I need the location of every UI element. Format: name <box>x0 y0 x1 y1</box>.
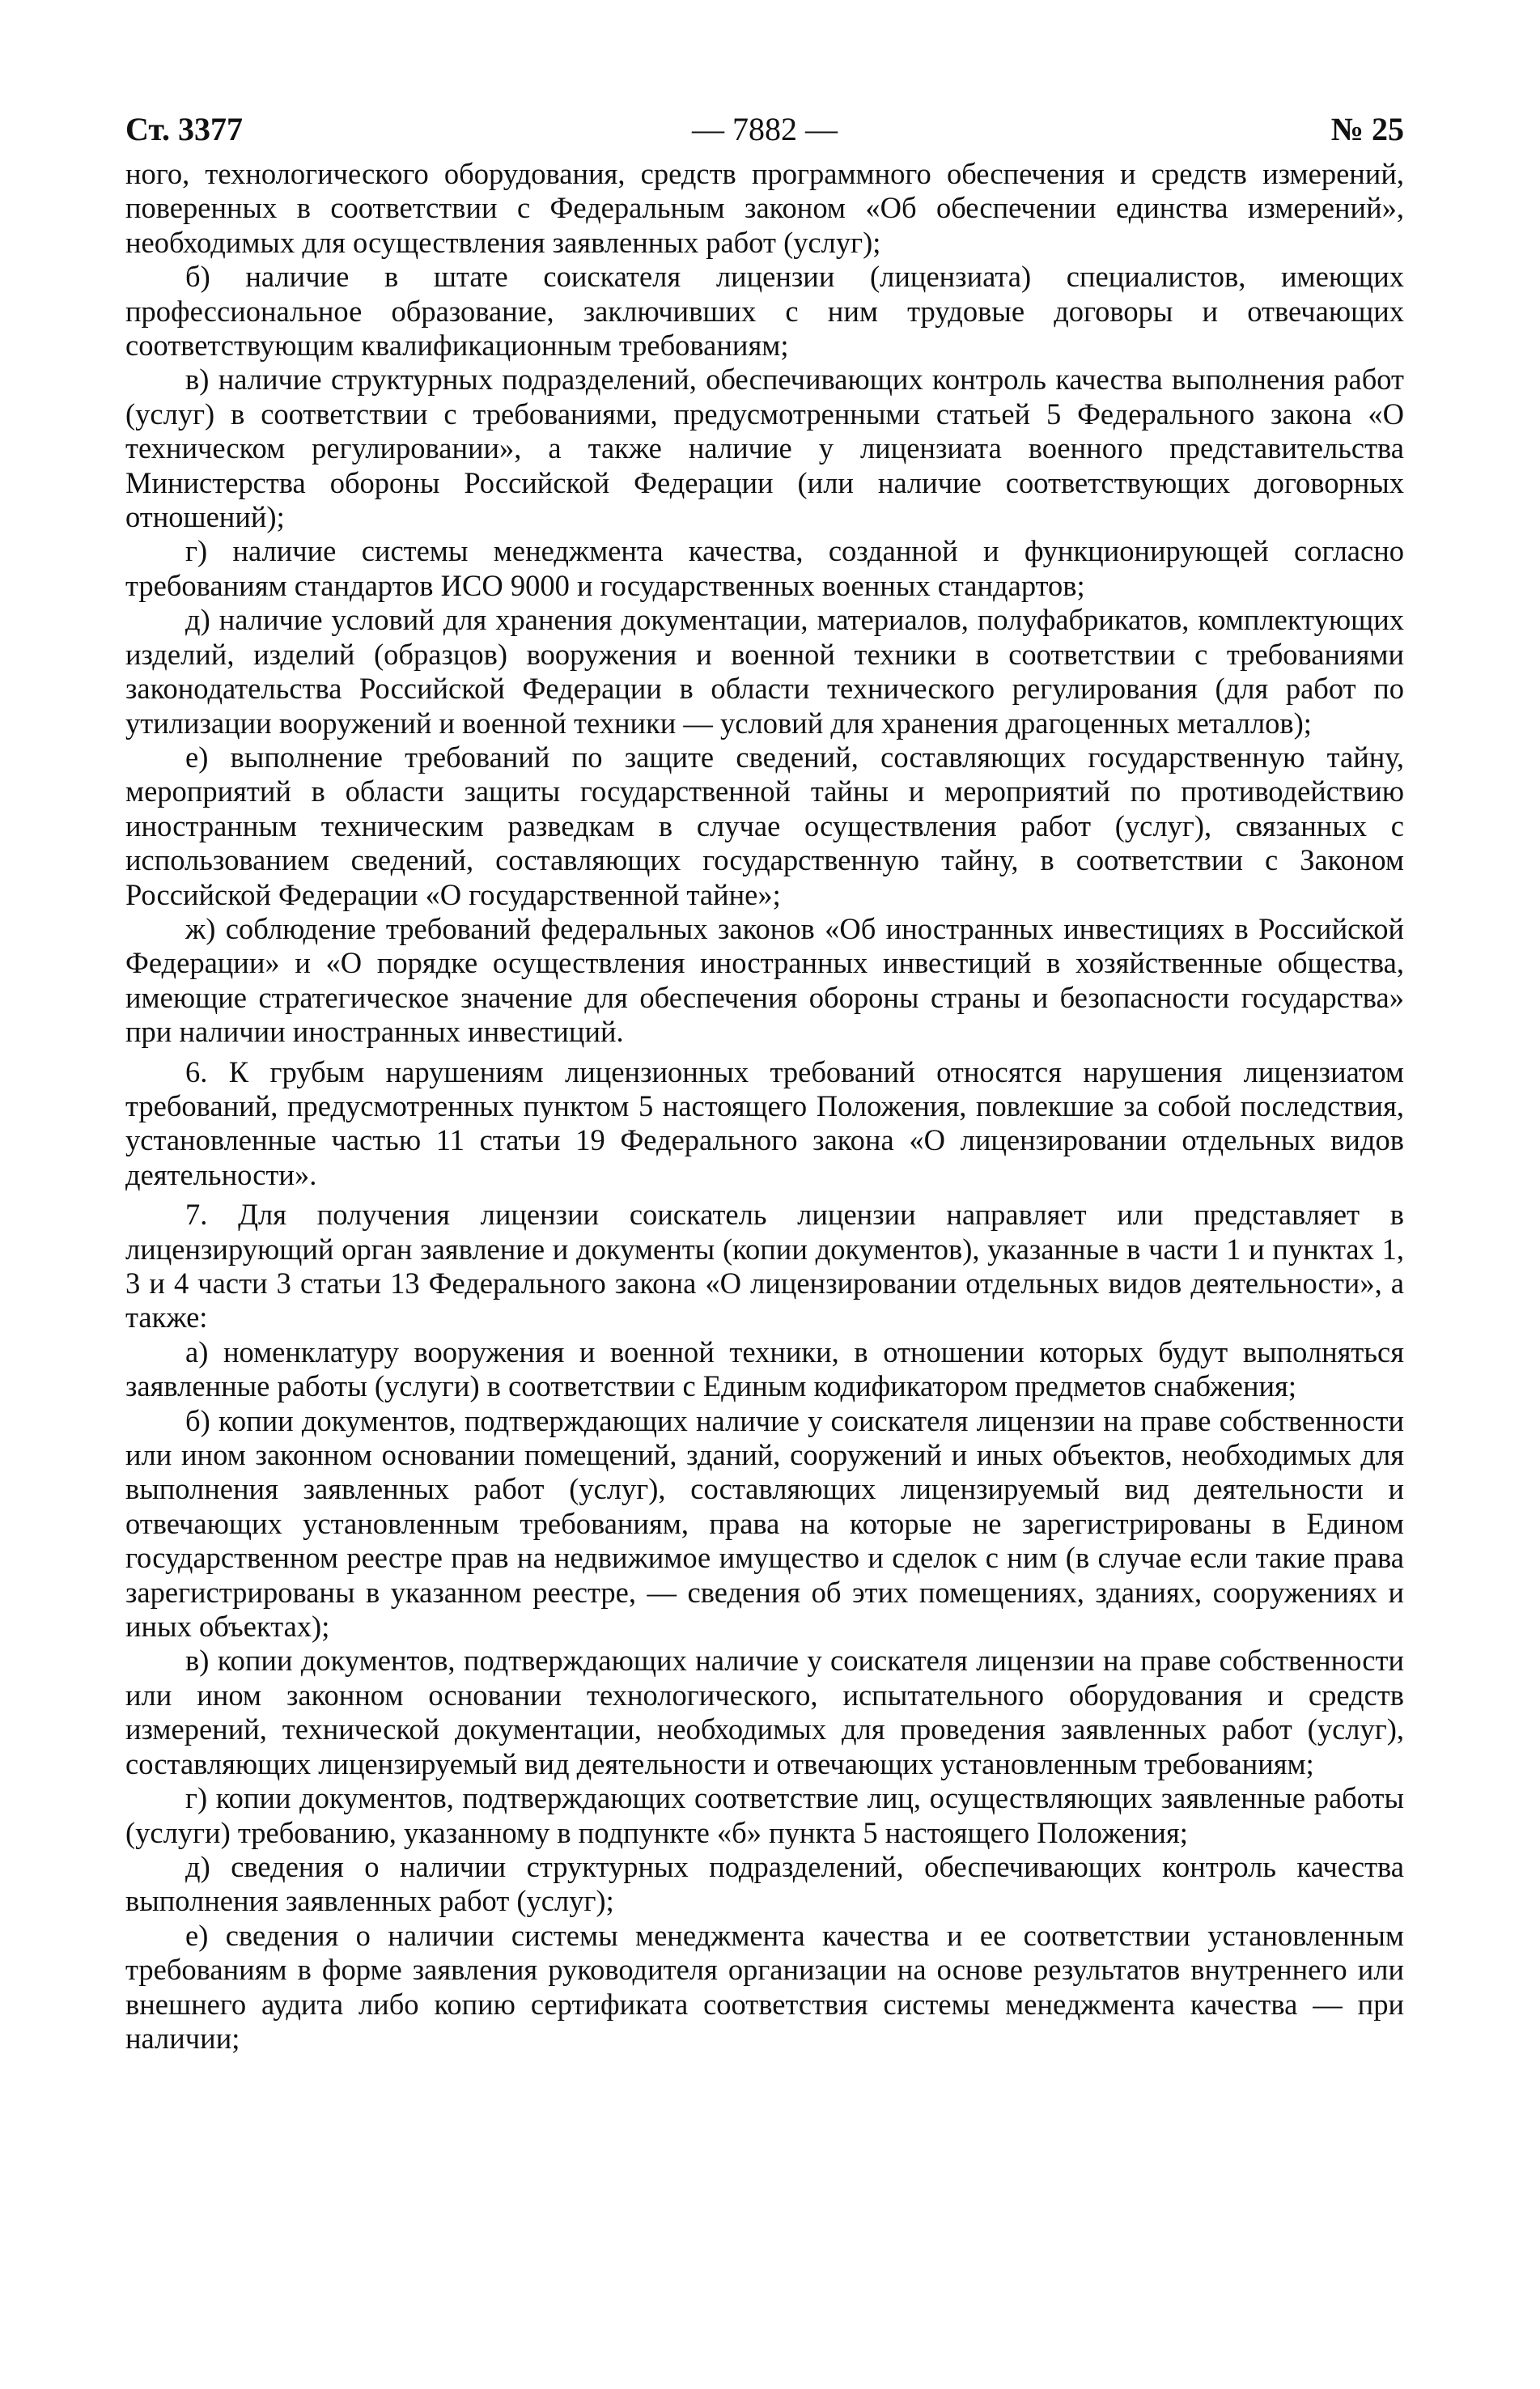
issue-number: № 25 <box>1330 111 1404 147</box>
paragraph: г) наличие системы менеджмента качества, созданной и функционирующей согласно требованиям стандартов ИСО 9000 и государственных военных стандартов; <box>125 534 1404 602</box>
paragraph: е) сведения о наличии системы менеджмента качества и ее соответствии установленным требованиям в форме заявления руководителя организации на основе результатов внутреннего или внешнего аудита либо копию сертификата соответствия системы менеджмента качества — при наличии; <box>125 1918 1404 2055</box>
paragraph: ж) соблюдение требований федеральных законов «Об иностранных инвестициях в Российской Федерации» и «О порядке осуществления иностранных инвестиций в хозяйственные общества, имеющие стратегическое значение для обеспечения обороны страны и безопасности государства» при наличии иностранных инвестиций. <box>125 911 1404 1049</box>
paragraph: б) наличие в штате соискателя лицензии (лицензиата) специалистов, имеющих профессиональное образование, заключивших с ним трудовые договоры и отвечающих соответствующим квалификационным требованиям; <box>125 260 1404 363</box>
document-body <box>125 157 1404 2056</box>
page-number: — 7882 — <box>692 111 838 147</box>
page-header <box>125 104 1404 155</box>
paragraph: б) копии документов, подтверждающих наличие у соискателя лицензии на праве собственности или ином законном основании помещений, зданий, сооружений и иных объектов, необходимых для выполнения заявленных работ (услуг), составляющих лицензируемый вид деятельности и отвечающих установленным требованиям, права на которые не зарегистрированы в Едином государственном реестре прав на недвижимое имущество и сделок с ним (в случае если такие права зарегистрированы в указанном реестре, — сведения об этих помещениях, зданиях, сооружениях и иных объектах); <box>125 1403 1404 1644</box>
paragraph: 6. К грубым нарушениям лицензионных требований относятся нарушения лицензиатом требований, предусмотренных пунктом 5 настоящего Положения, повлекшие за собой последствия, установленные частью 11 статьи 19 Федерального закона «О лицензировании отдельных видов деятельности». <box>125 1054 1404 1191</box>
paragraph: г) копии документов, подтверждающих соответствие лиц, осуществляющих заявленные работы (услуги) требованию, указанному в подпункте «б» пункта 5 настоящего Положения; <box>125 1781 1404 1849</box>
document-page <box>125 104 1404 2056</box>
paragraph: в) копии документов, подтверждающих наличие у соискателя лицензии на праве собственности или ином законном основании технологического, испытательного оборудования и средств измерений, технической документации, необходимых для проведения заявленных работ (услуг), составляющих лицензируемый вид деятельности и отвечающих установленным требованиям; <box>125 1644 1404 1780</box>
paragraph: д) сведения о наличии структурных подразделений, обеспечивающих контроль качества выполнения заявленных работ (услуг); <box>125 1849 1404 1918</box>
paragraph: а) номенклатуру вооружения и военной техники, в отношении которых будут выполняться заявленные работы (услуги) в соответствии с Единым кодификатором предметов снабжения; <box>125 1335 1404 1403</box>
article-number: Ст. 3377 <box>125 111 243 147</box>
paragraph: е) выполнение требований по защите сведений, составляющих государственную тайну, мероприятий в области защиты государственной тайны и мероприятий по противодействию иностранным техническим разведкам в случае осуществления работ (услуг), связанных с использованием сведений, составляющих государственную тайну, в соответствии с Законом Российской Федерации «О государственной тайне»; <box>125 740 1404 911</box>
paragraph: ного, технологического оборудования, средств программного обеспечения и средств измерений, поверенных в соответствии с Федеральным законом «Об обеспечении единства измерений», необходимых для осуществления заявленных работ (услуг); <box>125 157 1404 259</box>
paragraph: д) наличие условий для хранения документации, материалов, полуфабрикатов, комплектующих изделий, изделий (образцов) вооружения и военной техники в соответствии с требованиями законодательства Российской Федерации в области технического регулирования (для работ по утилизации вооружений и военной техники — условий для хранения драгоценных металлов); <box>125 603 1404 740</box>
paragraph: 7. Для получения лицензии соискатель лицензии направляет или представляет в лицензирующий орган заявление и документы (копии документов), указанные в части 1 и пунктах 1, 3 и 4 части 3 статьи 13 Федерального закона «О лицензировании отдельных видов деятельности», а также: <box>125 1198 1404 1335</box>
paragraph: в) наличие структурных подразделений, обеспечивающих контроль качества выполнения работ (услуг) в соответствии с требованиями, предусмотренными статьей 5 Федерального закона «О техническом регулировании», а также наличие у лицензиата военного представительства Министерства обороны Российской Федерации (или наличие соответствующих договорных отношений); <box>125 363 1404 534</box>
